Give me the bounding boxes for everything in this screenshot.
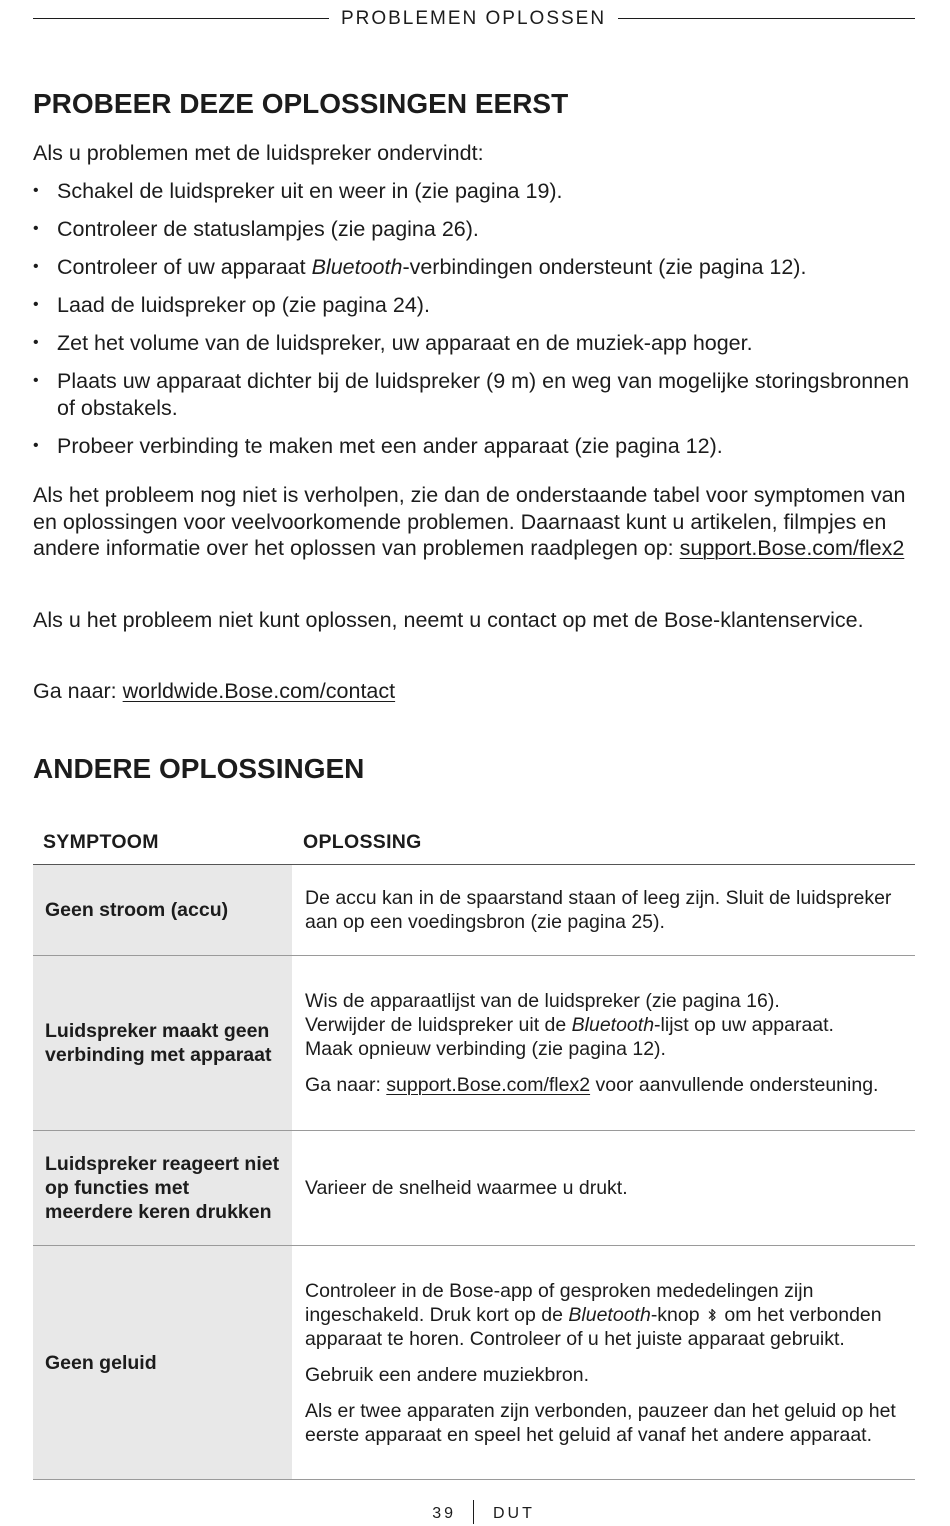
- language-code: DUT: [493, 1505, 535, 1522]
- list-item: • Controleer of uw apparaat Bluetooth-verbindingen ondersteunt (zie pagina 12).: [33, 255, 807, 279]
- solution-cell: Wis de apparaatlijst van de luidspreker (zie pagina 16). Verwijder de luidspreker uit de Bluetooth-lijst op uw apparaat. Maak opnieuw verbinding (zie pagina 12). Ga naar: support.Bose.com/flex2 voor aanvullende ondersteuning.: [305, 990, 879, 1096]
- solution-cell: Varieer de snelheid waarmee u drukt.: [305, 1177, 628, 1199]
- section-heading-other-solutions: ANDERE OPLOSSINGEN: [33, 753, 365, 784]
- bullet-icon: •: [33, 334, 39, 351]
- intro-text: Als u problemen met de luidspreker ondervindt:: [33, 141, 484, 165]
- bullet-icon: •: [33, 296, 39, 313]
- troubleshooting-table: [33, 820, 915, 1480]
- list-item: • Zet het volume van de luidspreker, uw apparaat en de muziek-app hoger.: [33, 331, 753, 355]
- paragraph-contact: Als u het probleem niet kunt oplossen, neemt u contact op met de Bose-klantenservice.: [33, 608, 864, 632]
- solutions-list: [33, 178, 915, 471]
- solution-cell: De accu kan in de spaarstand staan of leeg zijn. Sluit de luidspreker aan op een voedingsbron (zie pagina 25).: [305, 887, 892, 933]
- table-row: [33, 1131, 915, 1246]
- list-item: • Schakel de luidspreker uit en weer in (zie pagina 19).: [33, 179, 563, 203]
- solution-cell: Controleer in de Bose-app of gesproken mededelingen zijn ingeschakeld. Druk kort op de Bluetooth-knop om het verbonden apparaat te horen. Controleer of u het juiste apparaat gebruikt. Gebruik een andere muziekbron. Als er twee apparaten zijn verbonden, pauzeer dan het geluid op het eerste apparaat en speel het geluid af vanaf het andere apparaat.: [305, 1279, 896, 1446]
- table-row: [33, 1246, 915, 1480]
- symptom-cell: Geen stroom (accu): [33, 865, 292, 955]
- bullet-icon: •: [33, 372, 39, 389]
- symptom-cell: Luidspreker reageert niet op functies met meerdere keren drukken: [33, 1131, 292, 1245]
- header-title: PROBLEMEN OPLOSSEN: [340, 8, 607, 29]
- page-header: [33, 8, 915, 30]
- list-item: • Plaats uw apparaat dichter bij de luidspreker (9 m) en weg van mogelijke storingsbronnen of obstakels.: [33, 369, 910, 420]
- header-rule-right: [618, 18, 915, 19]
- header-rule-left: [33, 18, 329, 19]
- list-item: • Probeer verbinding te maken met een ander apparaat (zie pagina 12).: [33, 433, 723, 458]
- bullet-icon: •: [33, 182, 39, 199]
- bluetooth-icon: [707, 1307, 717, 1323]
- table-row: [33, 956, 915, 1131]
- paragraph-goto: Ga naar: worldwide.Bose.com/contact: [33, 679, 396, 703]
- symptom-cell: Luidspreker maakt geen verbinding met apparaat: [33, 956, 292, 1130]
- support-link[interactable]: support.Bose.com/flex2: [679, 536, 905, 560]
- symptom-cell: Geen geluid: [33, 1246, 292, 1479]
- support-link[interactable]: support.Bose.com/flex2: [386, 1074, 591, 1096]
- list-item: • Laad de luidspreker op (zie pagina 24).: [33, 293, 430, 317]
- section-heading-first-solutions: PROBEER DEZE OPLOSSINGEN EERST: [33, 88, 569, 119]
- table-row: [33, 865, 915, 956]
- paragraph-table-reference: Als het probleem nog niet is verholpen, zie dan de onderstaande tabel voor symptomen van en oplossingen voor veelvoorkomende problemen. Daarnaast kunt u artikelen, filmpjes en andere informatie over het oplossen van problemen raadplegen op: support.Bose.com/flex2: [33, 483, 906, 560]
- contact-link[interactable]: worldwide.Bose.com/contact: [122, 679, 396, 703]
- bullet-icon: •: [33, 220, 39, 237]
- footer-divider: [473, 1500, 474, 1524]
- bullet-icon: •: [33, 436, 39, 454]
- page-number: 39: [432, 1505, 456, 1522]
- bullet-icon: •: [33, 258, 39, 275]
- table-header: [33, 820, 915, 865]
- page-footer: [33, 1500, 915, 1526]
- column-header-symptom: SYMPTOOM: [43, 831, 159, 853]
- column-header-solution: OPLOSSING: [303, 831, 422, 853]
- list-item: • Controleer de statuslampjes (zie pagina 26).: [33, 217, 479, 241]
